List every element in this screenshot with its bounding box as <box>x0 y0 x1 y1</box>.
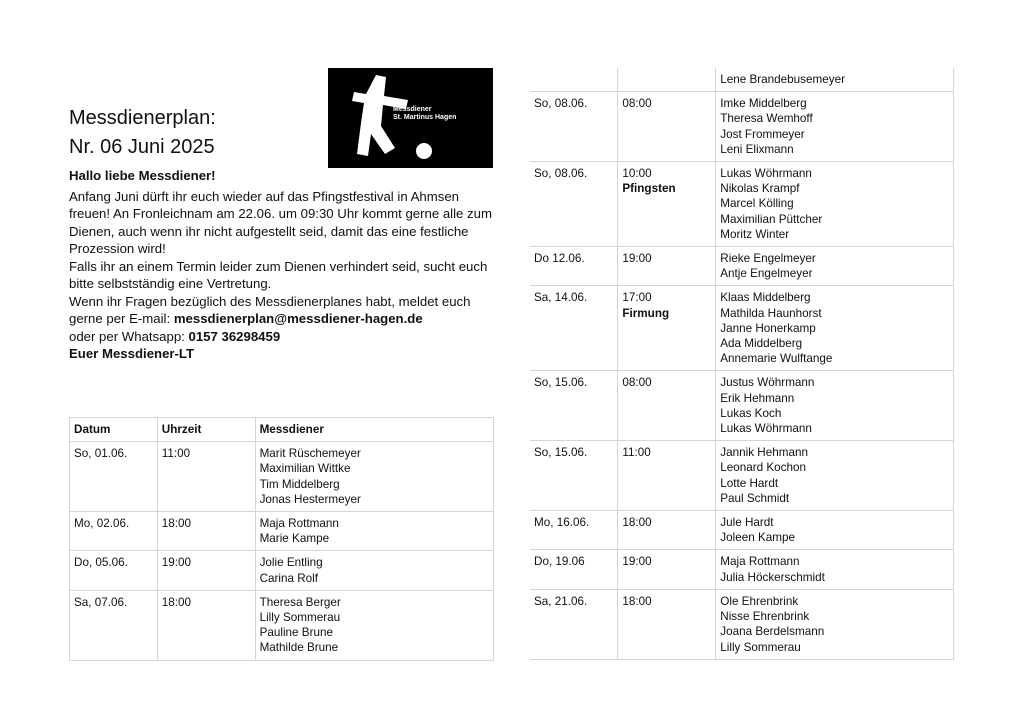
header-servers: Messdiener <box>255 418 493 442</box>
server-name: Julia Höckerschmidt <box>720 570 825 584</box>
server-name: Tim Middelberg <box>259 477 340 491</box>
table-row <box>530 247 954 286</box>
server-name: Pauline Brune <box>259 626 333 640</box>
cell-servers <box>716 92 954 162</box>
table-header-row <box>70 418 494 442</box>
cell-date: Mo, 16.06. <box>530 511 618 550</box>
logo-line-2: St. Martinus Hagen <box>393 114 457 121</box>
cell-date: So, 08.06. <box>530 162 618 247</box>
server-name: Joana Berdelsmann <box>720 625 825 639</box>
header-time: Uhrzeit <box>157 418 255 442</box>
email-link[interactable]: messdienerplan@messdiener-hagen.de <box>173 311 423 326</box>
cell-date <box>530 68 618 92</box>
server-name: Lukas Koch <box>720 406 782 420</box>
server-name: Moritz Winter <box>720 227 790 241</box>
cell-servers <box>716 286 954 371</box>
server-name: Annemarie Wulftange <box>720 352 833 366</box>
server-name: Justus Wöhrmann <box>720 376 815 390</box>
cell-time <box>157 442 255 512</box>
table-row <box>530 92 954 162</box>
server-name: Maja Rottmann <box>259 517 339 531</box>
intro-paragraph-3 <box>69 293 499 328</box>
server-name: Janne Honerkamp <box>720 321 816 335</box>
table-row <box>70 590 494 660</box>
cell-servers <box>716 550 954 589</box>
server-name: Nisse Ehrenbrink <box>720 610 810 624</box>
server-name: Theresa Berger <box>259 595 341 609</box>
schedule-table-right <box>530 68 954 660</box>
intro-paragraph-1: Anfang Juni dürft ihr euch wieder auf das Pfingstfestival in Ahmsen freuen! An Fronleichnam am 22.06. um 09:30 Uhr kommt gerne alle zum Dienen, auch wenn ihr nicht aufgestellt seid, damit das eine festliche Prozession wird! <box>69 188 492 256</box>
cell-servers <box>716 371 954 441</box>
cell-date: Mo, 02.06. <box>70 512 158 551</box>
schedule-table-left <box>69 417 494 661</box>
greeting: Hallo liebe Messdiener! <box>69 168 216 183</box>
time-value: 19:00 <box>161 556 192 570</box>
server-name: Lene Brandebusemeyer <box>720 73 846 86</box>
table-row <box>530 162 954 247</box>
server-name: Leonard Kochon <box>720 461 807 475</box>
server-name: Mathilde Brune <box>259 641 339 655</box>
server-name: Jule Hardt <box>720 516 774 530</box>
event-label: Pfingsten <box>622 182 676 196</box>
signature-text: Euer Messdiener-LT <box>69 346 195 361</box>
server-name: Marcel Kölling <box>720 197 794 211</box>
table-row <box>70 512 494 551</box>
server-name: Maja Rottmann <box>720 555 800 569</box>
server-name: Theresa Wemhoff <box>720 112 813 126</box>
cell-date: Do, 05.06. <box>70 551 158 590</box>
cell-date: Do 12.06. <box>530 247 618 286</box>
server-name: Leni Elixmann <box>720 142 794 156</box>
server-name: Mathilda Haunhorst <box>720 306 822 320</box>
server-name: Imke Middelberg <box>720 97 807 111</box>
cell-date: Sa, 21.06. <box>530 589 618 659</box>
cell-time <box>618 550 716 589</box>
cell-date: So, 08.06. <box>530 92 618 162</box>
title-line-2: Nr. 06 Juni 2025 <box>69 136 215 158</box>
cell-time <box>618 511 716 550</box>
server-name: Jost Frommeyer <box>720 127 805 141</box>
time-value: 18:00 <box>161 595 192 609</box>
logo-text <box>393 106 456 122</box>
time-value: 19:00 <box>622 555 652 569</box>
cell-servers <box>716 68 954 92</box>
server-name: Maximilian Püttcher <box>720 212 823 226</box>
table-row <box>530 286 954 371</box>
whatsapp-text: oder per Whatsapp: <box>69 328 189 344</box>
time-value: 08:00 <box>622 97 652 111</box>
time-value: 18:00 <box>161 517 192 531</box>
intro-paragraph-2: Falls ihr an einem Termin leider zum Dienen verhindert seid, sucht euch bitte selbstständig eine Vertretung. <box>69 258 488 291</box>
server-name: Klaas Middelberg <box>720 291 811 305</box>
cell-servers <box>255 512 493 551</box>
page-title <box>69 104 216 162</box>
time-value: 19:00 <box>622 252 652 266</box>
server-name: Lilly Sommerau <box>720 640 801 654</box>
server-name: Erik Hehmann <box>720 391 795 405</box>
contact-text: Wenn ihr Fragen bezüglich des Messdienerplanes habt, meldet euch gerne per E-mail: <box>69 293 471 326</box>
server-name: Jonas Hestermeyer <box>259 492 361 506</box>
server-name: Lukas Wöhrmann <box>720 422 812 436</box>
cell-servers <box>716 589 954 659</box>
server-name: Lotte Hardt <box>720 476 779 490</box>
table-row <box>70 442 494 512</box>
server-name: Paul Schmidt <box>720 491 790 505</box>
cell-servers <box>716 162 954 247</box>
event-label: Firmung <box>622 306 670 320</box>
time-value: 08:00 <box>622 376 652 390</box>
time-value: 18:00 <box>622 594 652 608</box>
server-name: Maximilian Wittke <box>259 462 351 476</box>
cell-time <box>618 371 716 441</box>
cell-time <box>618 68 716 92</box>
cell-date: Sa, 07.06. <box>70 590 158 660</box>
cell-servers <box>255 442 493 512</box>
server-name: Joleen Kampe <box>720 531 795 545</box>
server-name: Marit Rüschemeyer <box>259 447 361 461</box>
phone-number[interactable]: 0157 36298459 <box>188 328 281 344</box>
cell-time <box>618 441 716 511</box>
server-name: Lilly Sommerau <box>259 611 341 625</box>
cell-time <box>618 162 716 247</box>
cell-time <box>618 589 716 659</box>
server-name: Lukas Wöhrmann <box>720 167 812 181</box>
table-row <box>530 550 954 589</box>
table-row <box>530 511 954 550</box>
server-name: Ada Middelberg <box>720 337 803 351</box>
server-name: Nikolas Krampf <box>720 182 800 196</box>
time-value: 11:00 <box>622 446 651 460</box>
cell-time <box>157 512 255 551</box>
cell-date: So, 15.06. <box>530 371 618 441</box>
server-name: Rieke Engelmeyer <box>720 252 816 266</box>
cell-time <box>618 286 716 371</box>
cell-servers <box>255 590 493 660</box>
cell-servers <box>716 441 954 511</box>
signature <box>69 345 499 363</box>
cell-time <box>157 590 255 660</box>
time-value: 17:00 <box>622 291 652 305</box>
header-date: Datum <box>70 418 158 442</box>
intro-paragraph-4 <box>69 328 499 346</box>
server-name: Jolie Entling <box>259 556 323 570</box>
cell-servers <box>716 511 954 550</box>
cell-date: So, 15.06. <box>530 441 618 511</box>
table-row <box>70 551 494 590</box>
server-name: Carina Rolf <box>259 571 319 585</box>
server-name: Marie Kampe <box>259 532 330 546</box>
cell-time <box>618 247 716 286</box>
cell-time <box>157 551 255 590</box>
table-row <box>530 371 954 441</box>
cell-date: Sa, 14.06. <box>530 286 618 371</box>
table-row <box>530 589 954 659</box>
server-name: Jannik Hehmann <box>720 446 808 460</box>
table-row <box>530 68 954 92</box>
table-row <box>530 441 954 511</box>
title-line-1: Messdienerplan: <box>69 107 216 129</box>
cell-date: Do, 19.06 <box>530 550 618 589</box>
logo <box>328 68 493 168</box>
cell-time <box>618 92 716 162</box>
intro-text <box>69 167 499 363</box>
time-value: 10:00 <box>622 167 652 181</box>
cell-servers <box>716 247 954 286</box>
time-value: 18:00 <box>622 516 652 530</box>
cell-servers <box>255 551 493 590</box>
cell-date: So, 01.06. <box>70 442 158 512</box>
time-value: 11:00 <box>161 447 191 461</box>
server-name: Antje Engelmeyer <box>720 267 813 281</box>
logo-line-1: Messdiener <box>393 106 432 113</box>
server-name: Ole Ehrenbrink <box>720 594 799 608</box>
